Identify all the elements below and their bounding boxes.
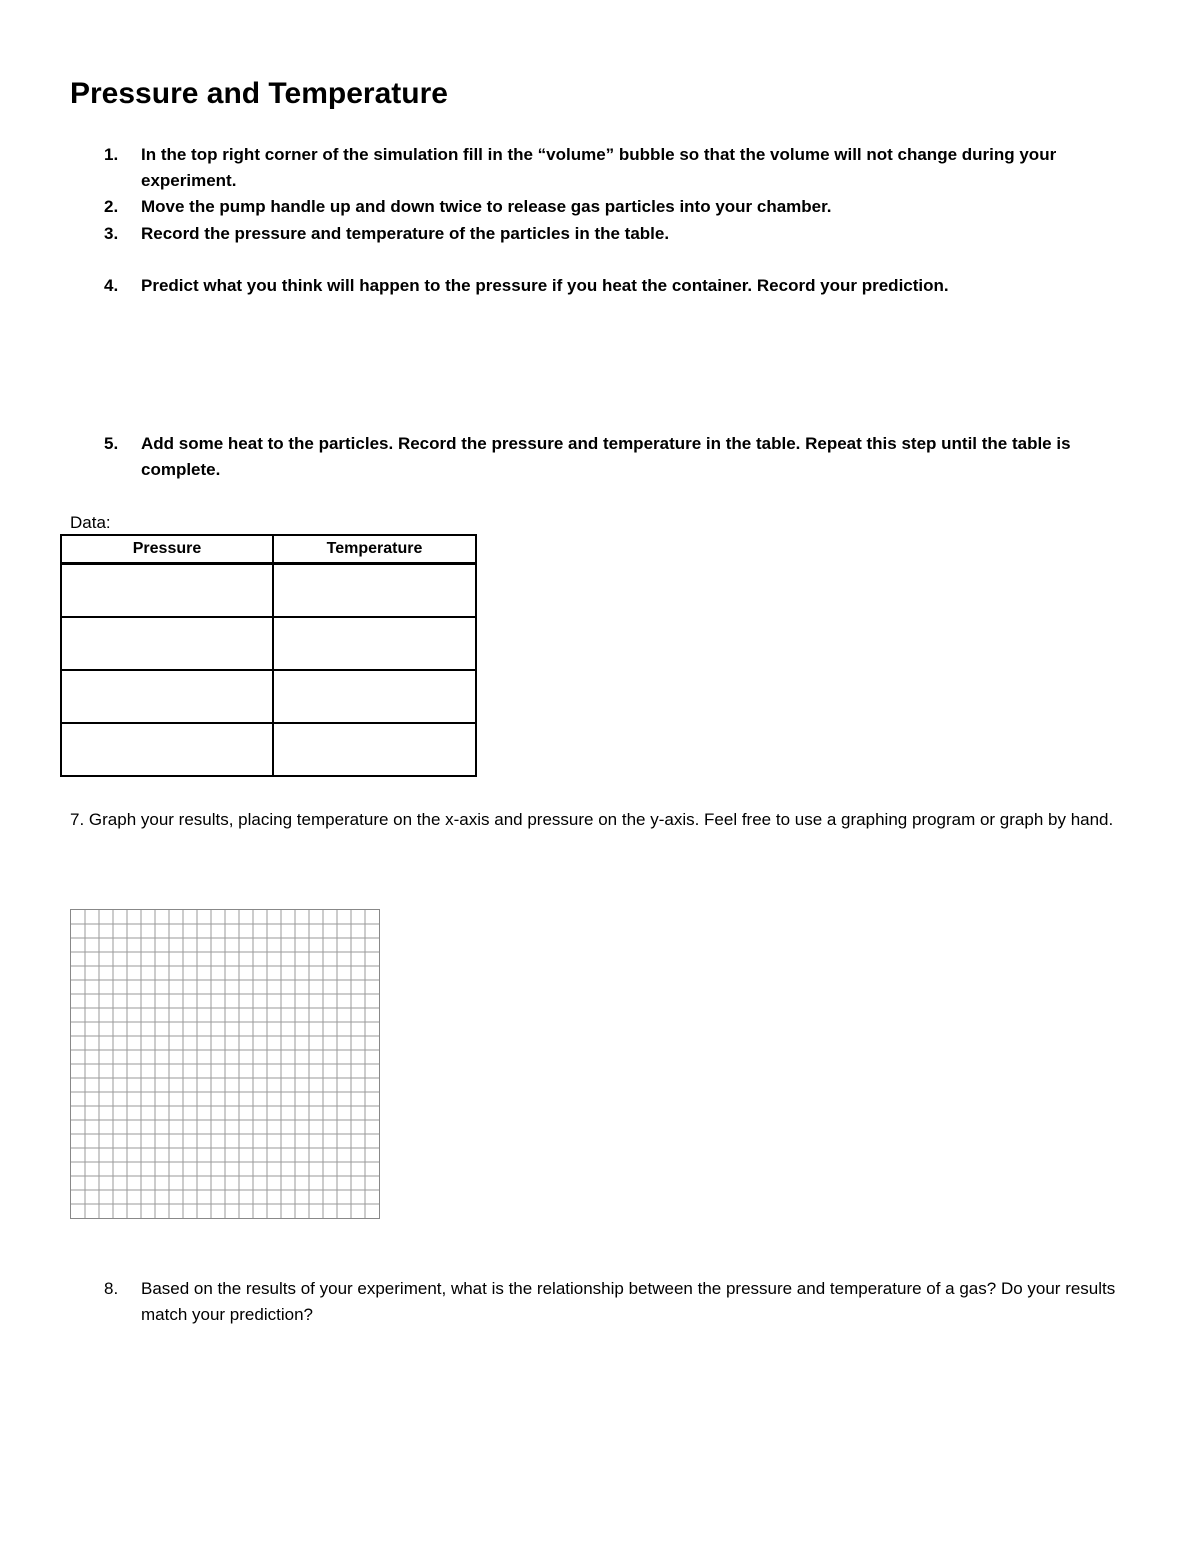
step-7: 7. Graph your results, placing temperature on the x-axis and pressure on the y-axis. Feel free to use a graphing program or graph by hand. xyxy=(70,810,1114,829)
data-label: Data: xyxy=(70,513,111,532)
step-4 xyxy=(70,273,1130,299)
step-number: 3. xyxy=(104,224,119,243)
pressure-header: Pressure xyxy=(61,535,273,564)
pressure-cell[interactable] xyxy=(61,670,273,723)
step-number: 5. xyxy=(104,434,119,453)
step-number: 1. xyxy=(104,145,119,164)
pressure-cell[interactable] xyxy=(61,723,273,776)
step-3 xyxy=(70,221,1130,247)
step-2 xyxy=(70,194,1130,220)
step-text: Record the pressure and temperature of the particles in the table. xyxy=(141,224,670,243)
step-number: 4. xyxy=(104,276,119,295)
pressure-cell[interactable] xyxy=(61,564,273,618)
step-text: In the top right corner of the simulation fill in the “volume” bubble so that the volume will not change during your experiment. xyxy=(141,145,1057,190)
step-text: Predict what you think will happen to the pressure if you heat the container. Record your prediction. xyxy=(141,276,949,295)
step-text: Add some heat to the particles. Record the pressure and temperature in the table. Repeat this step until the table is complete. xyxy=(141,434,1071,479)
page-title: Pressure and Temperature xyxy=(70,77,448,110)
temperature-cell[interactable] xyxy=(273,564,476,618)
table-row xyxy=(61,723,476,776)
graph-paper-grid xyxy=(70,909,380,1219)
step-number: 8. xyxy=(104,1279,119,1298)
step-text: Move the pump handle up and down twice to release gas particles into your chamber. xyxy=(141,197,832,216)
temperature-cell[interactable] xyxy=(273,670,476,723)
table-header-row xyxy=(61,535,476,564)
table-row xyxy=(61,670,476,723)
step-5 xyxy=(70,431,1130,483)
table-row xyxy=(61,564,476,618)
data-table xyxy=(60,534,477,777)
table-row xyxy=(61,617,476,670)
step-8 xyxy=(70,1276,1130,1328)
step-text: Based on the results of your experiment, what is the relationship between the pressure and temperature of a gas? Do your results match your prediction? xyxy=(141,1279,1116,1324)
temperature-cell[interactable] xyxy=(273,617,476,670)
temperature-cell[interactable] xyxy=(273,723,476,776)
pressure-cell[interactable] xyxy=(61,617,273,670)
temperature-header: Temperature xyxy=(273,535,476,564)
step-1 xyxy=(70,142,1130,194)
step-number: 2. xyxy=(104,197,119,216)
